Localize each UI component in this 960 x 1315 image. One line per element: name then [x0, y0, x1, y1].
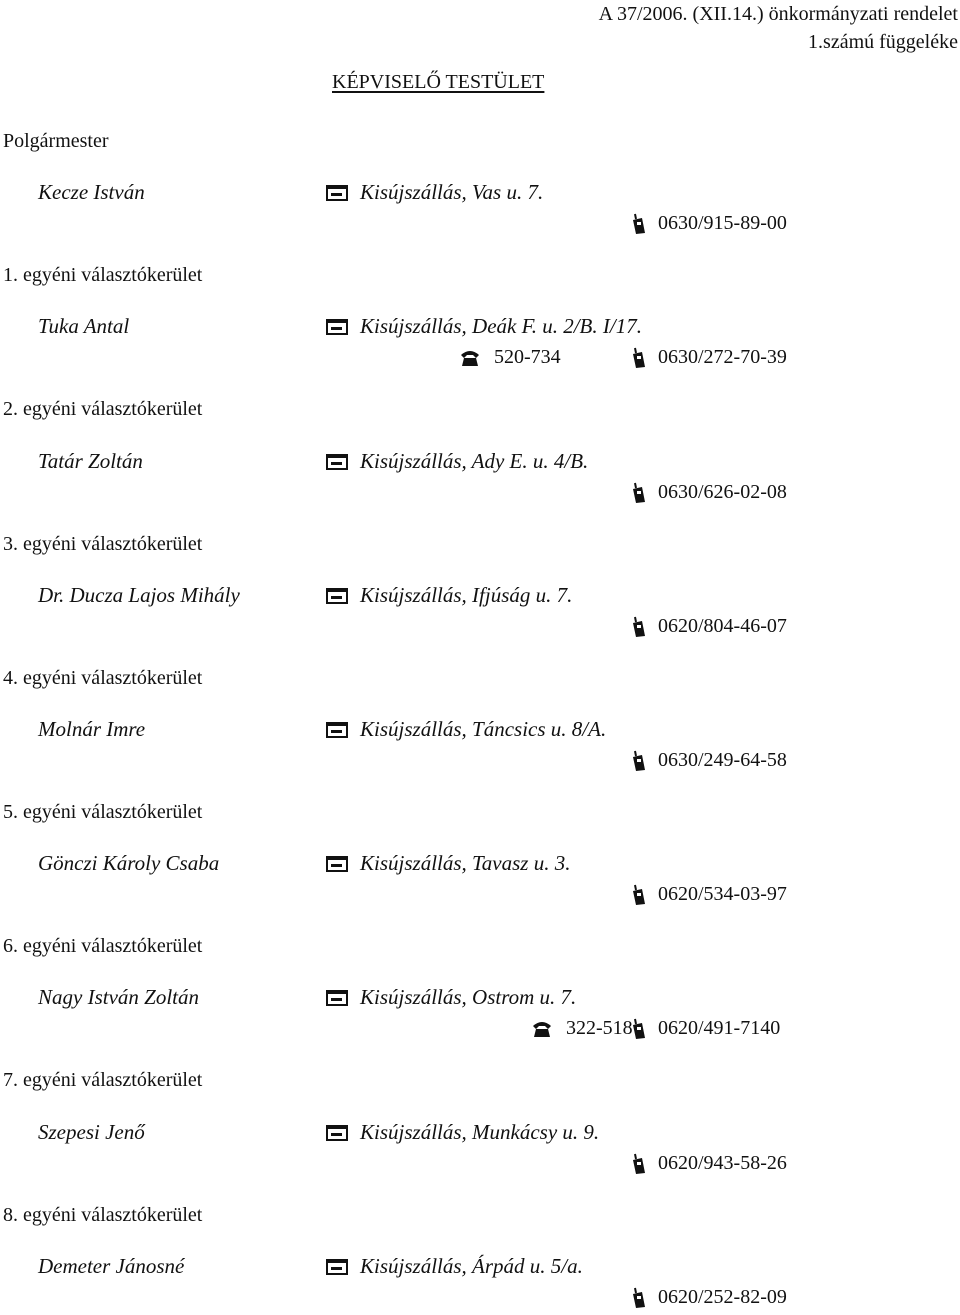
representative-address [326, 851, 570, 876]
address-text: Kisújszállás, Deák F. u. 2/B. I/17. [360, 314, 642, 338]
address-text: Kisújszállás, Ostrom u. 7. [360, 985, 577, 1009]
mailbox-icon [326, 1125, 348, 1141]
district-label: 2. egyéni választókerület [3, 398, 203, 420]
telephone-icon [532, 1020, 552, 1038]
mobile-phone-icon [632, 1153, 646, 1175]
mailbox-icon [326, 990, 348, 1006]
page-title: KÉPVISELŐ TESTÜLET [332, 71, 545, 93]
representative-mobile [632, 1286, 787, 1309]
representative-mobile [632, 883, 787, 906]
mobile-phone-icon [632, 1018, 646, 1040]
district-label: 5. egyéni választókerület [3, 801, 203, 823]
mayor-label: Polgármester [3, 130, 109, 152]
representative-address [326, 985, 576, 1010]
district-label: 4. egyéni választókerület [3, 667, 203, 689]
representative-address [326, 1254, 583, 1279]
address-text: Kisújszállás, Ady E. u. 4/B. [360, 449, 589, 473]
representative-address [326, 717, 606, 742]
representative-name: Tatár Zoltán [38, 449, 143, 473]
mobile-number: 0630/272-70-39 [658, 346, 787, 368]
mobile-number: 0620/804-46-07 [658, 615, 787, 637]
representative-landline [460, 346, 561, 369]
mailbox-icon [326, 319, 348, 335]
representative-mobile [632, 1152, 787, 1175]
representative-mobile [632, 1017, 780, 1040]
mailbox-icon [326, 856, 348, 872]
representative-name: Tuka Antal [38, 314, 130, 338]
mobile-number: 0620/252-82-09 [658, 1286, 787, 1308]
mayor-address [326, 180, 543, 205]
mayor-name: Kecze István [38, 180, 145, 204]
district-label: 8. egyéni választókerület [3, 1204, 203, 1226]
mobile-phone-icon [632, 616, 646, 638]
landline-number: 520-734 [494, 346, 561, 368]
mobile-number: 0630/915-89-00 [658, 212, 787, 234]
mobile-phone-icon [632, 750, 646, 772]
address-text: Kisújszállás, Ifjúság u. 7. [360, 583, 573, 607]
mailbox-icon [326, 588, 348, 604]
address-text: Kisújszállás, Táncsics u. 8/A. [360, 717, 607, 741]
mailbox-icon [326, 185, 348, 201]
telephone-icon [460, 349, 480, 367]
address-text: Kisújszállás, Tavasz u. 3. [360, 851, 571, 875]
representative-mobile [632, 749, 787, 772]
representative-address [326, 583, 572, 608]
mobile-phone-icon [632, 213, 646, 235]
representative-name: Dr. Ducza Lajos Mihály [38, 583, 240, 607]
mailbox-icon [326, 1259, 348, 1275]
representative-name: Szepesi Jenő [38, 1120, 145, 1144]
district-label: 1. egyéni választókerület [3, 264, 203, 286]
mobile-number: 0630/249-64-58 [658, 749, 787, 771]
mobile-phone-icon [632, 482, 646, 504]
mailbox-icon [326, 454, 348, 470]
representative-address [326, 449, 588, 474]
landline-number: 322-518 [566, 1017, 633, 1039]
representative-name: Nagy István Zoltán [38, 985, 199, 1009]
mobile-number: 0620/943-58-26 [658, 1152, 787, 1174]
representative-name: Molnár Imre [38, 717, 146, 741]
representative-address [326, 314, 642, 339]
mobile-phone-icon [632, 884, 646, 906]
representative-mobile [632, 615, 787, 638]
mobile-number: 0620/491-7140 [658, 1017, 781, 1039]
district-label: 6. egyéni választókerület [3, 935, 203, 957]
mobile-phone-icon [632, 347, 646, 369]
address-text: Kisújszállás, Vas u. 7. [360, 180, 544, 204]
representative-mobile [632, 346, 787, 369]
mobile-phone-icon [632, 1287, 646, 1309]
mobile-number: 0630/626-02-08 [658, 481, 787, 503]
address-text: Kisújszállás, Munkácsy u. 9. [360, 1120, 600, 1144]
appendix-label: 1.számú függeléke [808, 31, 958, 53]
document-header [599, 0, 958, 56]
district-label: 7. egyéni választókerület [3, 1069, 203, 1091]
regulation-reference: A 37/2006. (XII.14.) önkormányzati rendelet [598, 3, 958, 25]
representative-address [326, 1120, 599, 1145]
representative-landline [532, 1017, 633, 1040]
district-label: 3. egyéni választókerület [3, 533, 203, 555]
mobile-number: 0620/534-03-97 [658, 883, 787, 905]
representative-name: Gönczi Károly Csaba [38, 851, 220, 875]
representative-name: Demeter Jánosné [38, 1254, 185, 1278]
mayor-mobile [632, 212, 787, 235]
mailbox-icon [326, 722, 348, 738]
address-text: Kisújszállás, Árpád u. 5/a. [360, 1254, 583, 1278]
representative-mobile [632, 481, 787, 504]
